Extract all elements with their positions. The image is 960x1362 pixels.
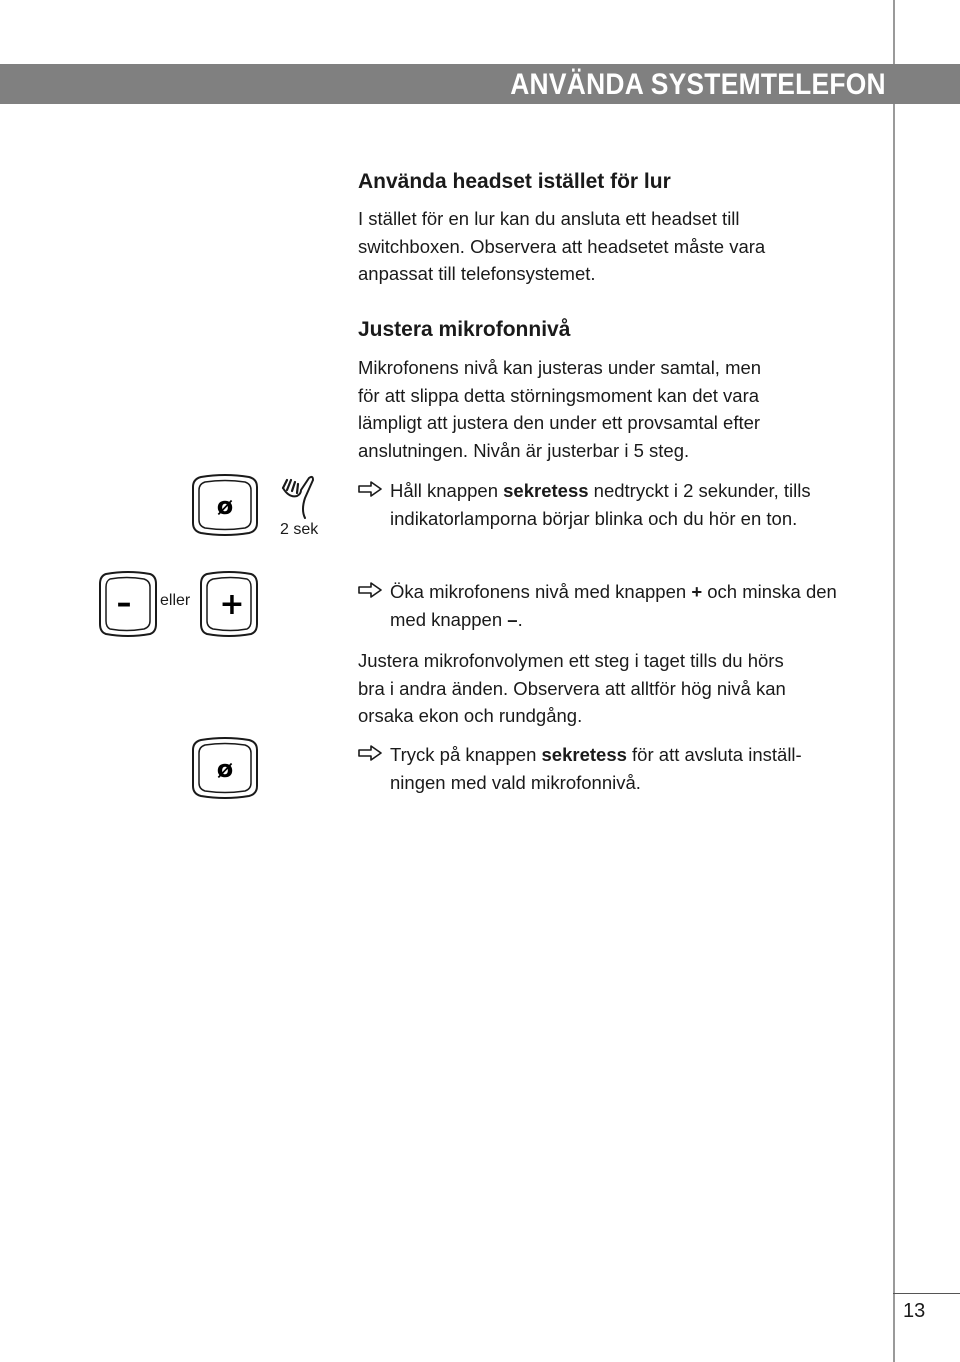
footer-rule (893, 1293, 960, 1294)
header-bar (0, 64, 960, 104)
page-title: ANVÄNDA SYSTEMTELEFON (510, 68, 886, 101)
or-label: eller (160, 592, 191, 609)
minus-symbol: – (116, 586, 132, 621)
arrow-right-icon (358, 481, 382, 497)
keyword-sekretess: sekretess (503, 480, 589, 501)
text-line: anslutningen. Nivån är justerbar i 5 steg. (358, 439, 690, 461)
mute-key-illustration (191, 473, 259, 537)
mute-symbol: ø (216, 492, 234, 520)
step-hold-mute: Håll knappen sekretess nedtryckt i 2 sekunder, tills indikatorlamporna börjar blinka och du hör en ton. (358, 477, 848, 532)
mute-key-illustration (191, 736, 259, 800)
keyword-minus: – (507, 608, 518, 630)
section-heading-mic-level: Justera mikrofonnivå (358, 318, 571, 341)
plus-symbol: + (219, 587, 245, 622)
minus-key-illustration (98, 570, 158, 638)
plus-key-illustration (199, 570, 259, 638)
hold-time-label: 2 sek (280, 521, 319, 538)
paragraph-volume-tip (358, 647, 786, 730)
text-line: Justera mikrofonvolymen ett steg i taget tills du hörs (358, 650, 784, 671)
text-line: anpassat till telefonsystemet. (358, 263, 596, 284)
text-line: switchboxen. Observera att headsetet måste vara (358, 235, 766, 257)
section-heading-headset: Använda headset istället för lur (358, 170, 671, 193)
text-line: I stället för en lur kan du ansluta ett headset till (358, 208, 740, 229)
text-line: lämpligt att justera den under ett provsamtal efter (358, 412, 761, 433)
text-line: orsaka ekon och rundgång. (358, 705, 583, 726)
arrow-right-icon (358, 582, 382, 598)
margin-rule (893, 0, 895, 1362)
text-line: bra i andra änden. Observera att alltför hög nivå kan (358, 677, 786, 699)
page-number: 13 (903, 1300, 926, 1322)
arrow-right-icon (358, 745, 382, 761)
paragraph-headset (358, 205, 765, 288)
step-finish: Tryck på knappen sekretess för att avsluta inställ-ningen med vald mikrofonnivå. (358, 741, 838, 796)
mute-symbol: ø (216, 755, 234, 783)
step-adjust-level: Öka mikrofonens nivå med knappen + och minska den med knappen –. (358, 578, 848, 633)
text-line: Mikrofonens nivå kan justeras under samtal, men (358, 357, 762, 378)
keyword-sekretess: sekretess (541, 744, 627, 765)
text-line: för att slippa detta störningsmoment kan det vara (358, 384, 760, 406)
hand-press-icon (279, 474, 319, 520)
paragraph-mic-level (358, 354, 761, 464)
keyword-plus: + (691, 581, 703, 602)
